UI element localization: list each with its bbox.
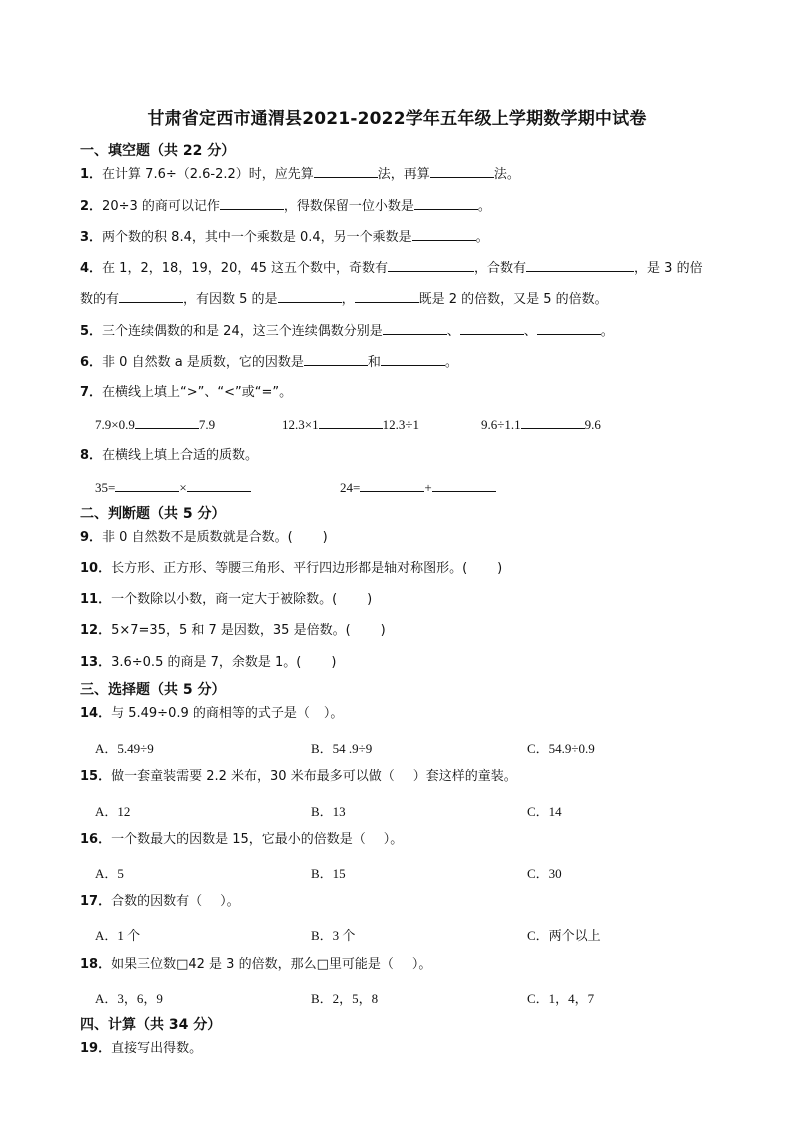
question-text: 三个连续偶数的和是 24，这三个连续偶数分别是 [102,324,383,339]
answer-blank[interactable] [412,228,476,241]
question-text: 3.6÷0.5 的商是 7，余数是 1。( [111,655,302,670]
section-heading-true-false: 二、判断题（共 5 分） [80,506,226,522]
page-title: 甘肃省定西市通渭县2021-2022学年五年级上学期数学期中试卷 [147,109,647,129]
question-text: 在横线上填上“>”、“<”或“=”。 [102,385,293,400]
expression: × [179,480,187,495]
question-text: ) [497,561,503,576]
question-number: 18． [80,957,112,972]
question-text: 20÷3 的商可以记作 [102,199,220,214]
option-c[interactable]: C．1，4，7 [527,991,595,1006]
answer-blank[interactable] [388,259,474,272]
prime-row-1 [95,479,251,497]
question-text: ，合数有 [474,261,527,276]
question-15 [80,768,517,786]
question-4-continued [80,290,608,309]
option-b[interactable]: B．54 .9÷9 [311,741,373,756]
question-text: ，得数保留一位小数是 [283,199,414,214]
question-4 [80,259,703,278]
question-text: 在 1，2，18，19，20，45 这五个数中，奇数有 [102,261,389,276]
answer-blank[interactable] [360,479,424,492]
question-text: ) [367,592,373,607]
answer-blank[interactable] [383,322,447,335]
answer-blank[interactable] [119,290,183,303]
question-text: ， [341,292,355,307]
question-13 [80,654,336,672]
question-number: 3． [80,230,103,245]
option-a[interactable]: A．12 [95,804,131,819]
section-heading-calculation: 四、计算（共 34 分） [80,1017,222,1033]
question-text: 两个数的积 8.4，其中一个乘数是 0.4，另一个乘数是 [102,230,412,245]
question-number: 2． [80,199,103,214]
section-heading-multiple-choice: 三、选择题（共 5 分） [80,682,226,698]
question-number: 14． [80,706,112,721]
question-number: 11． [80,592,112,607]
question-text: 与 5.49÷0.9 的商相等的式子是（ [111,706,310,721]
answer-blank[interactable] [521,416,585,429]
option-a[interactable]: A．3，6，9 [95,991,163,1006]
question-text: 。 [475,230,489,245]
question-14 [80,705,343,723]
compare-row-2 [282,416,419,434]
answer-blank[interactable] [460,322,524,335]
question-10 [80,560,502,578]
question-number: 6． [80,355,103,370]
option-a[interactable]: A．5.49÷9 [95,741,154,756]
option-c[interactable]: C．30 [527,866,562,881]
question-11 [80,591,372,609]
expression: 12.3÷1 [382,417,419,432]
expression: 9.6 [584,417,601,432]
question-3 [80,228,489,247]
option-c[interactable]: C．54.9÷0.9 [527,741,595,756]
answer-blank[interactable] [526,259,634,272]
option-a[interactable]: A．5 [95,866,124,881]
question-number: 15． [80,769,112,784]
prime-row-2 [340,479,496,497]
question-text: 法。 [493,167,520,182]
question-number: 5． [80,324,103,339]
question-7 [80,384,292,402]
answer-blank[interactable] [537,322,601,335]
question-text: 、 [523,324,537,339]
answer-blank[interactable] [319,416,383,429]
expression: 7.9 [198,417,216,432]
answer-blank[interactable] [278,290,342,303]
option-c[interactable]: C．14 [527,804,562,819]
question-text: ）。 [220,894,240,909]
expression: 24= [340,480,361,495]
question-text: ）。 [323,706,344,721]
question-text: 一个数除以小数，商一定大于被除数。( [111,592,338,607]
question-text: 数的有 [80,292,120,307]
answer-blank[interactable] [187,479,251,492]
answer-blank[interactable] [430,165,494,178]
question-text: 。 [477,199,491,214]
question-number: 9． [80,530,103,545]
question-12 [80,622,386,640]
option-b[interactable]: B．15 [311,866,346,881]
expression: 12.3×1 [282,417,319,432]
expression: 7.9×0.9 [95,417,135,432]
question-text: 在计算 7.6÷（2.6-2.2）时，应先算 [102,167,314,182]
question-text: 做一套童装需要 2.2 米布，30 米布最多可以做（ [111,769,395,784]
question-text: 非 0 自然数不是质数就是合数。( [102,530,293,545]
answer-blank[interactable] [135,416,199,429]
answer-blank[interactable] [355,290,419,303]
question-text: ）套这样的童装。 [412,769,517,784]
question-text: 、 [446,324,460,339]
question-number: 4． [80,261,103,276]
question-number: 8． [80,448,103,463]
question-18 [80,956,431,974]
question-number: 16． [80,832,112,847]
question-19 [80,1040,202,1058]
option-a[interactable]: A．1 个 [95,928,141,943]
answer-blank[interactable] [304,353,368,366]
option-b[interactable]: B．2，5，8 [311,991,379,1006]
question-17 [80,893,240,911]
question-number: 10． [80,561,112,576]
expression: 35= [95,480,116,495]
question-text: 在横线上填上合适的质数。 [102,448,259,463]
question-number: 1． [80,167,103,182]
question-text: 。 [600,324,614,339]
question-text: 法，再算 [377,167,430,182]
question-16 [80,831,403,849]
question-5 [80,322,614,341]
answer-blank[interactable] [381,353,445,366]
question-9 [80,529,328,547]
expression: 9.6÷1.1 [481,417,521,432]
question-number: 13． [80,655,112,670]
question-text: ) [322,530,328,545]
compare-row-1 [95,416,215,434]
question-number: 12． [80,623,112,638]
question-number: 7． [80,385,103,400]
question-number: 19． [80,1041,112,1056]
option-b[interactable]: B．13 [311,804,346,819]
question-text: 既是 2 的倍数，又是 5 的倍数。 [418,292,608,307]
question-text: 5×7=35，5 和 7 是因数，35 是倍数。( [111,623,351,638]
question-text: 。 [444,355,458,370]
question-text: ，是 3 的倍 [634,261,703,276]
question-text: 和 [367,355,381,370]
question-8 [80,447,258,465]
answer-blank[interactable] [115,479,179,492]
compare-row-3 [481,416,601,434]
answer-blank[interactable] [314,165,378,178]
option-c[interactable]: C．两个以上 [527,928,601,943]
question-text: ）。 [411,957,432,972]
answer-blank[interactable] [432,479,496,492]
question-text: ）。 [383,832,404,847]
option-b[interactable]: B．3 个 [311,928,356,943]
question-text: 直接写出得数。 [111,1041,203,1056]
question-text: 如果三位数□42 是 3 的倍数，那么□里可能是（ [111,957,394,972]
question-text: ) [331,655,337,670]
question-text: ) [380,623,386,638]
answer-blank[interactable] [220,197,284,210]
question-text: 合数的因数有（ [111,894,203,909]
question-number: 17． [80,894,112,909]
answer-blank[interactable] [414,197,478,210]
question-text: 一个数最大的因数是 15，它最小的倍数是（ [111,832,366,847]
question-6 [80,353,458,372]
question-1 [80,165,520,184]
expression: + [424,480,432,495]
question-text: 非 0 自然数 a 是质数，它的因数是 [102,355,304,370]
question-text: ，有因数 5 的是 [183,292,278,307]
question-text: 长方形、正方形、等腰三角形、平行四边形都是轴对称图形。( [111,561,468,576]
question-2 [80,197,491,216]
section-heading-fill-in: 一、填空题（共 22 分） [80,143,236,159]
